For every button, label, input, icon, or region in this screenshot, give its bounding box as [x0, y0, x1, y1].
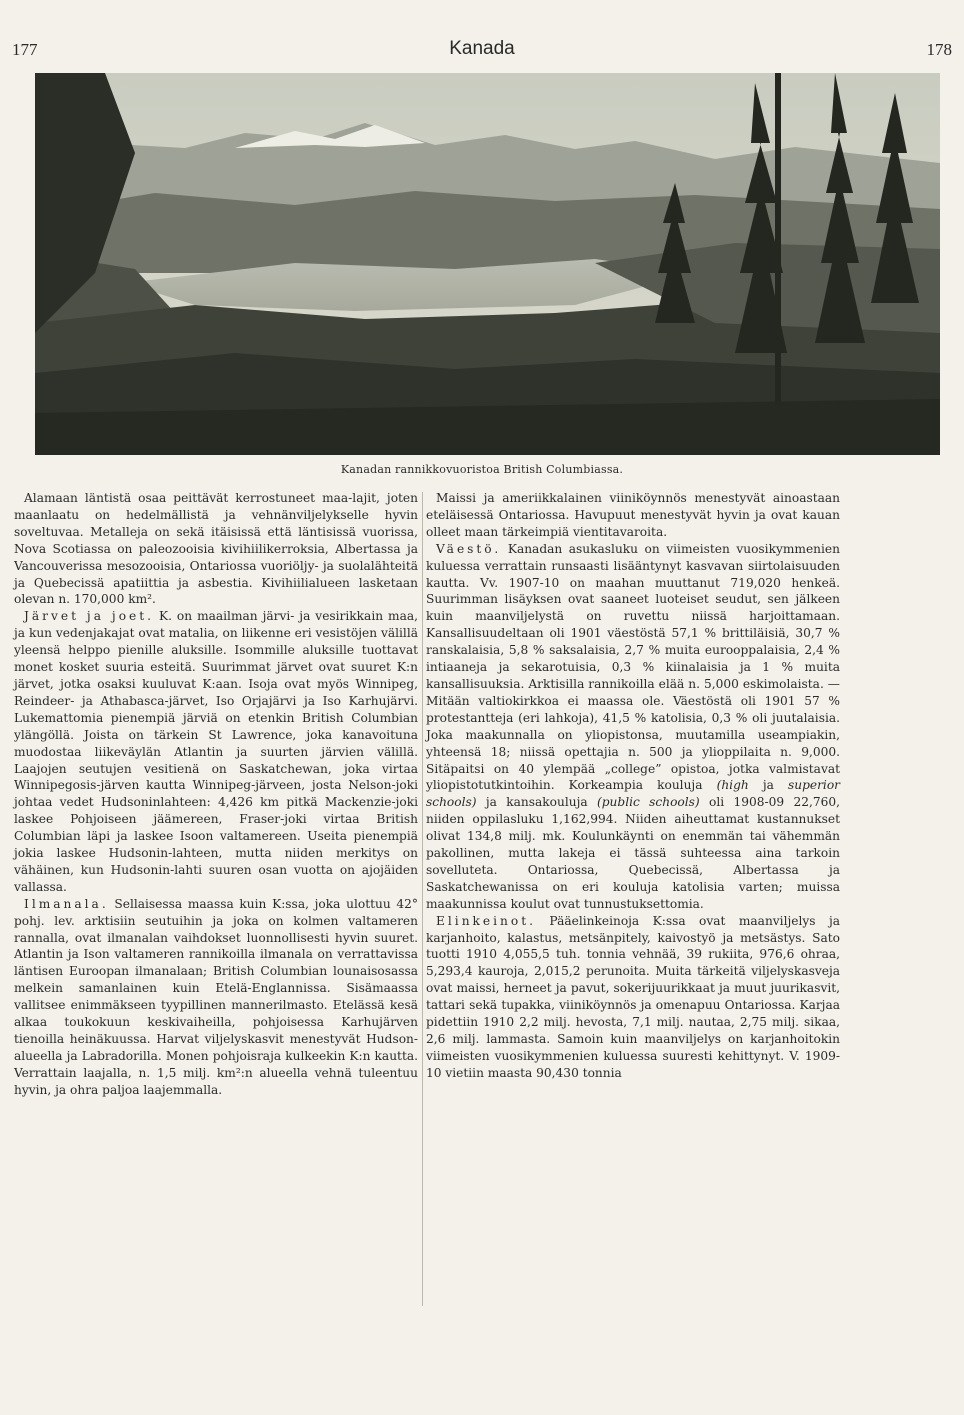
page-number-left: 177 [12, 40, 38, 59]
paragraph-crops-text: Maissi ja ameriikkalainen viiniköynnös menestyvät ainoastaan eteläisessä Ontariossa. Havupuut menestyvät hyvin ja ovat kauan olleet maan tärkeimpiä vientitavaroita. [426, 491, 840, 539]
paragraph-population [426, 541, 840, 913]
paragraph-geology [14, 490, 418, 608]
left-column [14, 490, 418, 1099]
paragraph-climate [14, 896, 418, 1099]
page-number-right: 178 [926, 40, 952, 59]
paragraph-geology-text: Alamaan läntistä osaa peittävät kerrostuneet maa-lajit, joten maanlaatu on hedelmällistä ja vehnänviljelykselle hyvin soveltuvaa. Metalleja on sekä itäisissä että läntisissä vuorissa, Nova Scotiassa on paleozooisia kivihiilikerroksia, Albertassa ja Vancouverissa mesozooisia, Ontariossa vuoriöljy- ja suolalähteitä ja Quebecissä apatiittia ja asbestia. Kivihiilialueen lasketaan olevan n. 170,000 km². [14, 491, 418, 607]
page-header [12, 40, 952, 70]
population-text-c: ja kansakouluja [476, 795, 597, 810]
section-lead-population: Väestö. [436, 541, 502, 556]
section-lead-livelihoods: Elinkeinot. [436, 913, 536, 928]
population-text-b: ja [748, 778, 788, 793]
section-lead-climate: Ilmanala. [24, 896, 109, 911]
population-text-d: oli 1908-09 22,760, niiden oppilasluku 1,162,994. Niiden aiheuttamat kustannukset olivat 134,8 milj. mk. Koulunkäynti on enemmän tai vähemmän pakollinen, mutta lakeja ei tässä suhteessa aina tarkoin sovelluteta. Ontariossa, Quebecissä, Albertassa ja Saskatchewanissa on eri kouluja katolisia varten; muissa maakunnissa koulut ovat tunnustuksettomia. [426, 795, 840, 911]
section-lead-lakes: Järvet ja joet. [24, 609, 155, 624]
right-column [426, 490, 840, 1082]
paragraph-livelihoods-text: Pääelinkeinoja K:ssa ovat maanviljelys ja karjanhoito, kalastus, metsänpitely, kaivostyö ja metsästys. Sato tuotti 1910 4,055,5 tuh. tonnia vehnää, 39 rukiita, 976,6 ohraa, 5,293,4 kauroja, 2,015,2 perunoita. Muita tärkeitä viljelyskasveja ovat maissi, herneet ja pavut, sokerijuurikkaat ja muut juurikasvit, tattari sekä tupakka, viiniköynnös ja omenapuu Ontariossa. Karjaa pidettiin 1910 2,2 milj. hevosta, 7,1 milj. nautaa, 2,75 milj. sikaa, 2,6 milj. lammasta. Samoin kuin maanviljelys on karjanhoitokin viimeisten vuosikymmenien kuluessa suuresti kehittynyt. V. 1909-10 vietiin maasta 90,430 tonnia [426, 913, 840, 1080]
population-italic-high: (high [716, 778, 749, 793]
paragraph-lakes-rivers [14, 608, 418, 895]
landscape-photo [35, 73, 940, 455]
paragraph-crops [426, 490, 840, 541]
paragraph-climate-text: Sellaisessa maassa kuin K:ssa, joka ulottuu 42° pohj. lev. arktisiin seutuihin ja joka on kolmen valtameren rannalla, ovat ilmanalan vaihdokset luonnollisesti hyvin suuret. Atlantin ja Ison valtameren rannikoilla ilmanala on verrattavissa läntisen Euroopan ilmanalaan; British Columbian lounaisosassa melkein samanlainen kuin Etelä-Englannissa. Sisämaassa vallitsee enimmäkseen tyypillinen mannerilmasto. Etelässä kesä alkaa toukokuun keskivaiheilla, pohjoisessa Karhujärven tienoilla heinäkuussa. Harvat viljelyskasvit menestyvät Hudson-alueella ja Labradorilla. Monen pohjoisraja kulkeekin K:n kautta. Verrattain laajalla, n. 1,5 milj. km²:n alueella vehnä tuleentuu hyvin, ja ohra paljoa laajemmalla. [14, 896, 418, 1097]
column-divider [422, 492, 423, 1306]
paragraph-livelihoods [426, 913, 840, 1082]
population-italic-public: (public schools) [596, 795, 700, 810]
figure-caption: Kanadan rannikkovuoristoa British Columbiassa. [340, 463, 624, 476]
paragraph-lakes-text: K. on maailman järvi- ja vesirikkain maa, ja kun vedenjakajat ovat matalia, on liikenne eri vesistöjen välillä yleensä helppo pienille aluksille. Isommille aluksille tuottavat monet kosket suuria esteitä. Suurimmat järvet ovat suuret K:n järvet, jotka osaksi kuuluvat K:aan. Isoja ovat myös Winnipeg, Reindeer- ja Athabasca-järvet, Iso Orjajärvi ja Iso Karhujärvi. Lukemattomia pienempiä järviä on etenkin British Columbian ylängöllä. Joista on tärkein St Lawrence, joka kanavoituna muodostaa liikeväylän Atlantin ja suurten järvien välillä. Laajojen seutujen vesitienä on Saskatchewan, joka virtaa Winnipegosis-järven kautta Winnipeg-järveen, josta Nelson-joki johtaa vedet Hudsoninlahteen: 4,426 km pitkä Mackenzie-joki laskee Pohjoiseen jäämereen, Fraser-joki virtaa British Columbian läpi ja laskee Isoon valtamereen. Useita pienempiä jokia laskee Hudsonin-lahteen, mutta niiden merkitys on vähäinen, kun Hudsonin-lahti suuren osan vuotta on ajojäiden vallassa. [14, 609, 418, 894]
running-title: Kanada [449, 38, 515, 59]
population-italic-superior: superior schools) [426, 778, 840, 810]
photo-illustration [35, 73, 940, 455]
population-text-a: Kanadan asukasluku on viimeisten vuosikymmenien kuluessa verrattain runsaasti lisääntynyt kasvavan siirtolaisuuden kautta. Vv. 1907-10 on maahan muuttanut 719,020 henkeä. Suurimman lisäyksen ovat saaneet luoteiset seudut, sen jälkeen kuin maanviljelystä on ruvettu niissä harjoittamaan. Kansallisuudeltaan oli 1901 väestöstä 57,1 % brittiläisiä, 30,7 % ranskalaisia, 5,8 % saksalaisia, 2,7 % muita eurooppalaisia, 2,4 % intiaaneja ja sekarotuisia, 0,3 % kiinalaisia ja 1 % muita kansallisuuksia. Arktisilla rannikoilla elää n. 5,000 eskimolaista. — Mitään valtiokirkkoa ei maassa ole. Väestöstä oli 1901 57 % protestantteja (eri lahkoja), 41,5 % katolisia, 0,3 % oli juutalaisia. Joka maakunnalla on yliopistonsa, muutamilla useampiakin, yhteensä 18; niissä opettajia n. 500 ja ylioppilaita n. 9,000. Sitäpaitsi on 40 ylempää „college” opistoa, jotka valmistavat yliopistotutkintoihin. Korkeampia kouluja [426, 541, 840, 793]
